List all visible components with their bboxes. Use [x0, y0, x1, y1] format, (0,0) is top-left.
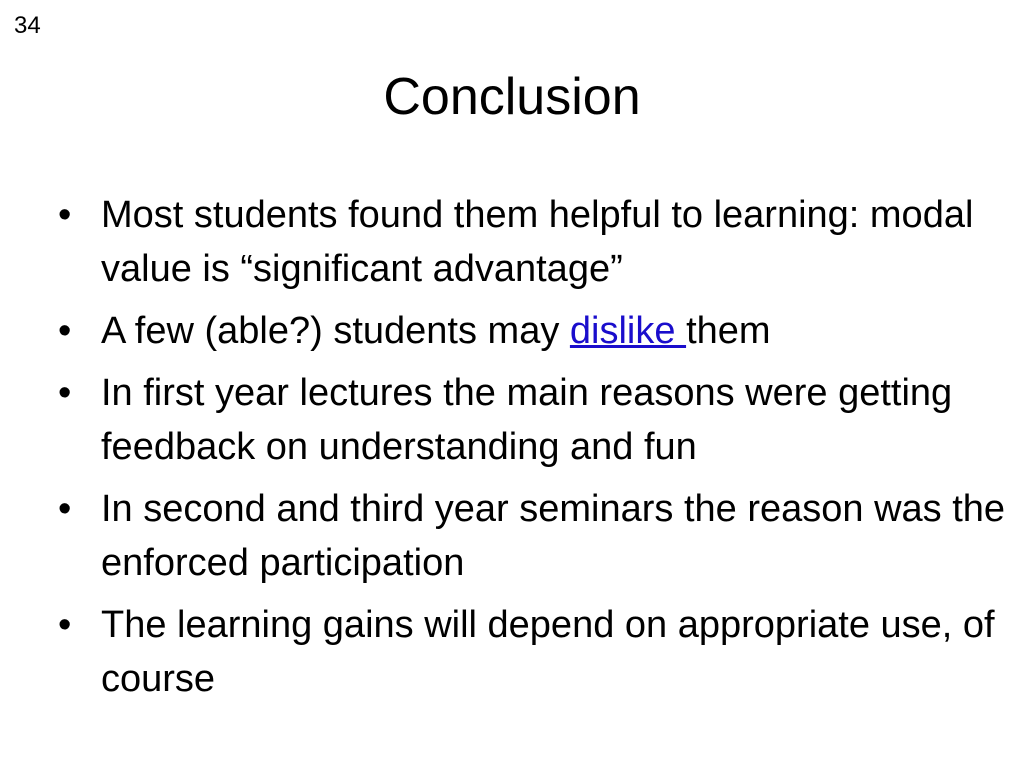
bullet-text: Most students found them helpful to learning: modal value is “significant advantage”	[101, 194, 974, 290]
bullet-text: In second and third year seminars the reason was the enforced participation	[101, 488, 1006, 584]
bullet-text: The learning gains will depend on appropriate use, of course	[101, 604, 995, 700]
bullet-icon: •	[58, 488, 72, 530]
bullet-icon: •	[58, 372, 72, 414]
bullet-list	[58, 188, 1018, 714]
bullet-icon: •	[58, 604, 72, 646]
bullet-text: In first year lectures the main reasons were getting feedback on understanding and fun	[101, 372, 953, 468]
bullet-text-before-link: A few (able?) students may	[101, 310, 570, 352]
dislike-link[interactable]: dislike	[569, 310, 687, 352]
bullet-item	[58, 482, 1018, 590]
slide-title: Conclusion	[383, 68, 641, 126]
slide-number: 34	[14, 12, 41, 39]
bullet-icon: •	[58, 194, 72, 236]
bullet-item	[58, 598, 1018, 706]
bullet-icon: •	[58, 310, 72, 352]
bullet-text-after-link: them	[686, 310, 771, 352]
bullet-item	[58, 366, 1018, 474]
bullet-item	[58, 188, 1018, 296]
bullet-item	[58, 304, 1018, 358]
